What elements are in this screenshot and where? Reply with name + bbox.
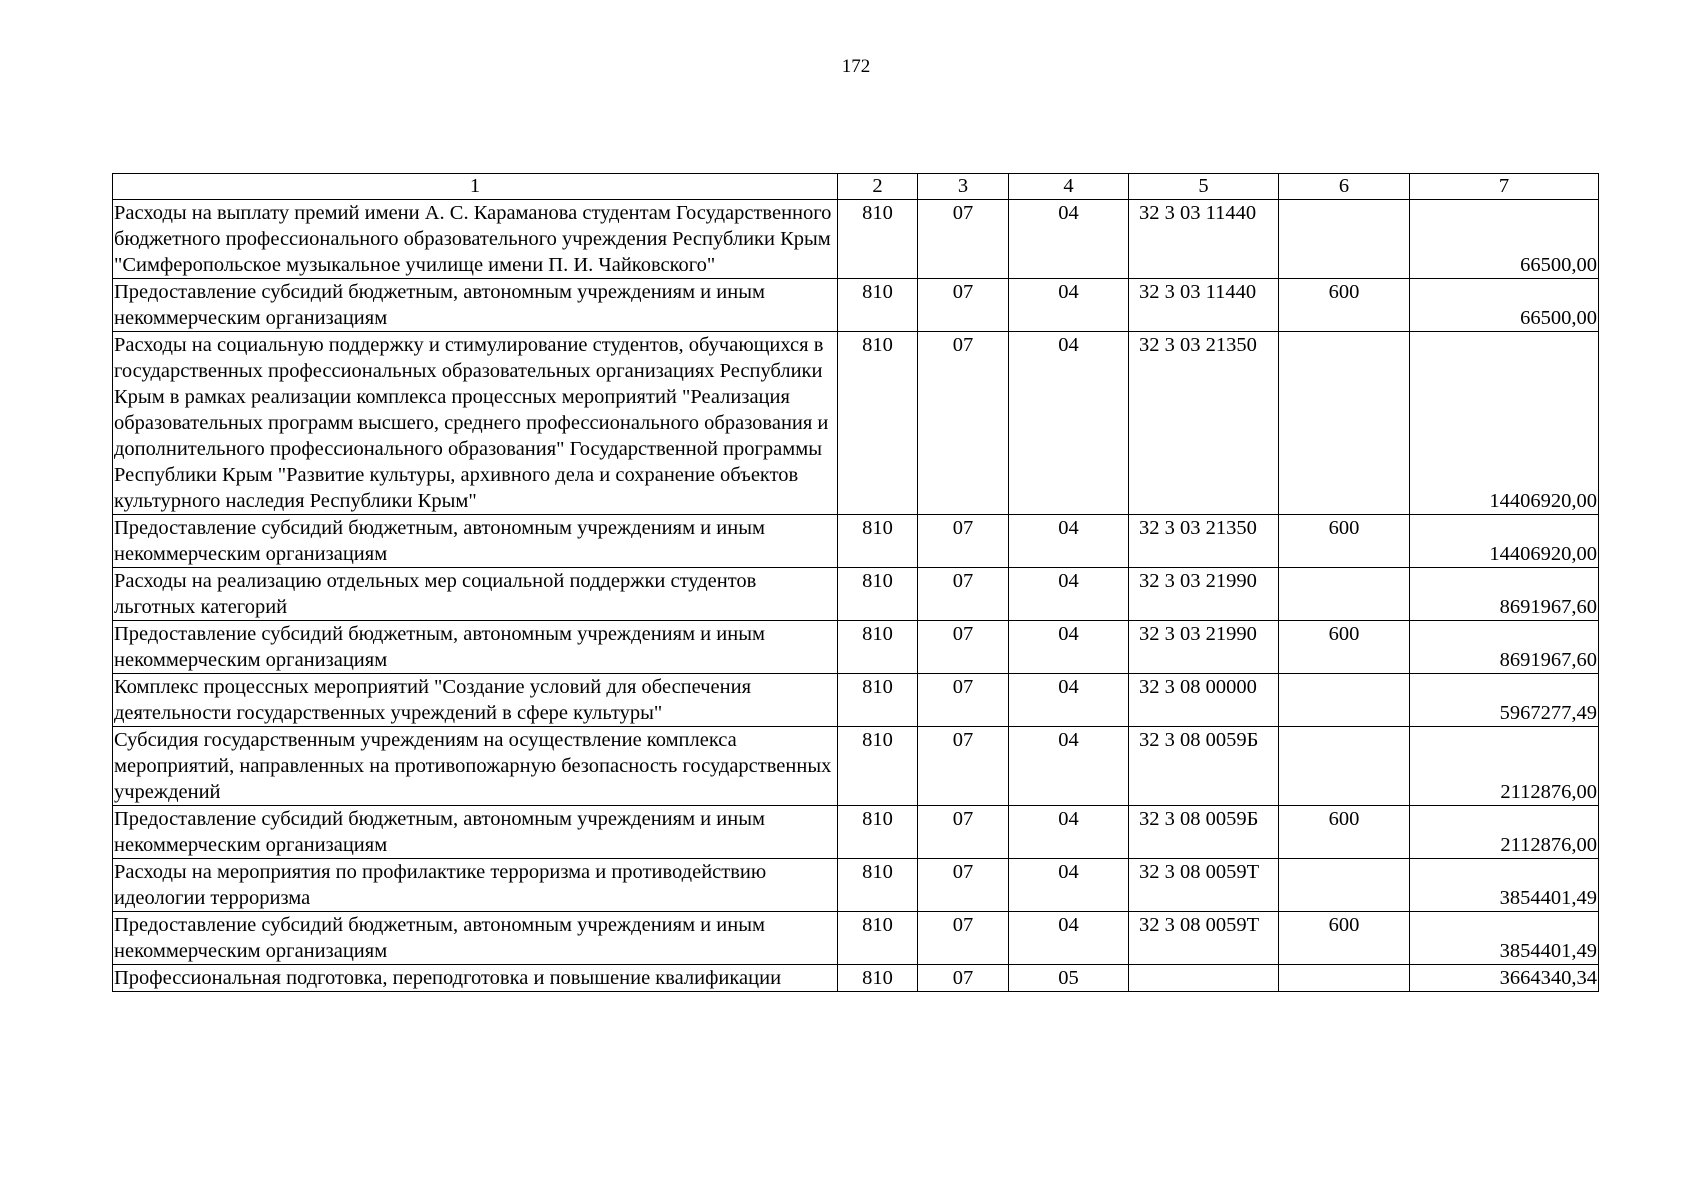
table-row: [113, 674, 1599, 727]
row-target-article: 32 3 08 0059Т: [1129, 859, 1279, 912]
table-row: [113, 621, 1599, 674]
row-ministry: 810: [838, 965, 918, 992]
page-number: 172: [841, 56, 871, 77]
row-amount: 14406920,00: [1410, 515, 1599, 568]
row-target-article: 32 3 03 11440: [1129, 279, 1279, 332]
row-description: Расходы на выплату премий имени А. С. Караманова студентам Государственного бюджетного профессионального образовательного учреждения Республики Крым "Симферопольское музыкальное училище имени П. И. Чайковского": [113, 200, 838, 279]
row-target-article: 32 3 03 21350: [1129, 332, 1279, 515]
row-description: Предоставление субсидий бюджетным, автономным учреждениям и иным некоммерческим организациям: [113, 279, 838, 332]
row-subsection: 04: [1009, 621, 1129, 674]
row-description: Профессиональная подготовка, переподготовка и повышение квалификации: [113, 965, 838, 992]
column-header-7: 7: [1410, 174, 1599, 200]
row-description: Предоставление субсидий бюджетным, автономным учреждениям и иным некоммерческим организациям: [113, 515, 838, 568]
row-description: Комплекс процессных мероприятий "Создание условий для обеспечения деятельности государственных учреждений в сфере культуры": [113, 674, 838, 727]
row-subsection: 04: [1009, 332, 1129, 515]
table-row: [113, 279, 1599, 332]
row-subsection: 04: [1009, 674, 1129, 727]
row-ministry: 810: [838, 727, 918, 806]
table-row: [113, 568, 1599, 621]
row-section: 07: [918, 200, 1009, 279]
table-row: [113, 965, 1599, 992]
column-header-4: 4: [1009, 174, 1129, 200]
row-amount: 2112876,00: [1410, 806, 1599, 859]
row-description: Субсидия государственным учреждениям на осуществление комплекса мероприятий, направленных на противопожарную безопасность государственных учреждений: [113, 727, 838, 806]
row-target-article: 32 3 08 0059Т: [1129, 912, 1279, 965]
row-target-article: 32 3 08 00000: [1129, 674, 1279, 727]
row-expense-type: 600: [1279, 806, 1410, 859]
row-section: 07: [918, 332, 1009, 515]
budget-table: [112, 173, 1599, 992]
row-section: 07: [918, 806, 1009, 859]
table-row: [113, 515, 1599, 568]
row-expense-type: [1279, 568, 1410, 621]
row-target-article: 32 3 08 0059Б: [1129, 806, 1279, 859]
column-header-6: 6: [1279, 174, 1410, 200]
row-ministry: 810: [838, 859, 918, 912]
row-amount: 3664340,34: [1410, 965, 1599, 992]
row-section: 07: [918, 279, 1009, 332]
column-header-1: 1: [113, 174, 838, 200]
row-ministry: 810: [838, 200, 918, 279]
row-amount: 66500,00: [1410, 279, 1599, 332]
table-row: [113, 912, 1599, 965]
row-amount: 14406920,00: [1410, 332, 1599, 515]
column-header-2: 2: [838, 174, 918, 200]
table-row: [113, 332, 1599, 515]
row-amount: 3854401,49: [1410, 912, 1599, 965]
row-expense-type: [1279, 332, 1410, 515]
row-expense-type: [1279, 674, 1410, 727]
row-subsection: 04: [1009, 279, 1129, 332]
row-description: Предоставление субсидий бюджетным, автономным учреждениям и иным некоммерческим организациям: [113, 806, 838, 859]
row-ministry: 810: [838, 279, 918, 332]
row-description: Расходы на реализацию отдельных мер социальной поддержки студентов льготных категорий: [113, 568, 838, 621]
column-header-5: 5: [1129, 174, 1279, 200]
header-row: [113, 174, 1599, 200]
row-subsection: 04: [1009, 515, 1129, 568]
row-target-article: 32 3 03 11440: [1129, 200, 1279, 279]
row-ministry: 810: [838, 621, 918, 674]
row-target-article: 32 3 08 0059Б: [1129, 727, 1279, 806]
table-row: [113, 727, 1599, 806]
row-description: Расходы на мероприятия по профилактике терроризма и противодействию идеологии терроризма: [113, 859, 838, 912]
row-subsection: 05: [1009, 965, 1129, 992]
row-target-article: 32 3 03 21990: [1129, 621, 1279, 674]
row-section: 07: [918, 621, 1009, 674]
row-subsection: 04: [1009, 200, 1129, 279]
row-description: Предоставление субсидий бюджетным, автономным учреждениям и иным некоммерческим организациям: [113, 912, 838, 965]
row-amount: 2112876,00: [1410, 727, 1599, 806]
row-amount: 8691967,60: [1410, 621, 1599, 674]
row-ministry: 810: [838, 912, 918, 965]
row-section: 07: [918, 727, 1009, 806]
row-expense-type: [1279, 859, 1410, 912]
row-target-article: [1129, 965, 1279, 992]
row-ministry: 810: [838, 806, 918, 859]
row-subsection: 04: [1009, 727, 1129, 806]
row-ministry: 810: [838, 515, 918, 568]
row-amount: 5967277,49: [1410, 674, 1599, 727]
row-subsection: 04: [1009, 806, 1129, 859]
row-expense-type: 600: [1279, 912, 1410, 965]
row-expense-type: [1279, 200, 1410, 279]
row-expense-type: 600: [1279, 515, 1410, 568]
row-section: 07: [918, 859, 1009, 912]
row-expense-type: 600: [1279, 279, 1410, 332]
row-subsection: 04: [1009, 912, 1129, 965]
row-ministry: 810: [838, 674, 918, 727]
row-expense-type: [1279, 965, 1410, 992]
table-row: [113, 200, 1599, 279]
row-target-article: 32 3 03 21350: [1129, 515, 1279, 568]
row-expense-type: 600: [1279, 621, 1410, 674]
row-amount: 8691967,60: [1410, 568, 1599, 621]
row-subsection: 04: [1009, 859, 1129, 912]
row-section: 07: [918, 965, 1009, 992]
row-description: Предоставление субсидий бюджетным, автономным учреждениям и иным некоммерческим организациям: [113, 621, 838, 674]
row-description: Расходы на социальную поддержку и стимулирование студентов, обучающихся в государственных профессиональных образовательных организациях Республики Крым в рамках реализации комплекса процессных мероприятий "Реализация образовательных программ высшего, среднего профессионального образования и дополнительного профессионального образования" Государственной программы Республики Крым "Развитие культуры, архивного дела и сохранение объектов культурного наследия Республики Крым": [113, 332, 838, 515]
row-section: 07: [918, 674, 1009, 727]
row-amount: 3854401,49: [1410, 859, 1599, 912]
row-amount: 66500,00: [1410, 200, 1599, 279]
row-section: 07: [918, 912, 1009, 965]
row-section: 07: [918, 568, 1009, 621]
column-header-3: 3: [918, 174, 1009, 200]
row-subsection: 04: [1009, 568, 1129, 621]
row-ministry: 810: [838, 332, 918, 515]
row-section: 07: [918, 515, 1009, 568]
row-target-article: 32 3 03 21990: [1129, 568, 1279, 621]
row-ministry: 810: [838, 568, 918, 621]
table-row: [113, 859, 1599, 912]
row-expense-type: [1279, 727, 1410, 806]
table-row: [113, 806, 1599, 859]
